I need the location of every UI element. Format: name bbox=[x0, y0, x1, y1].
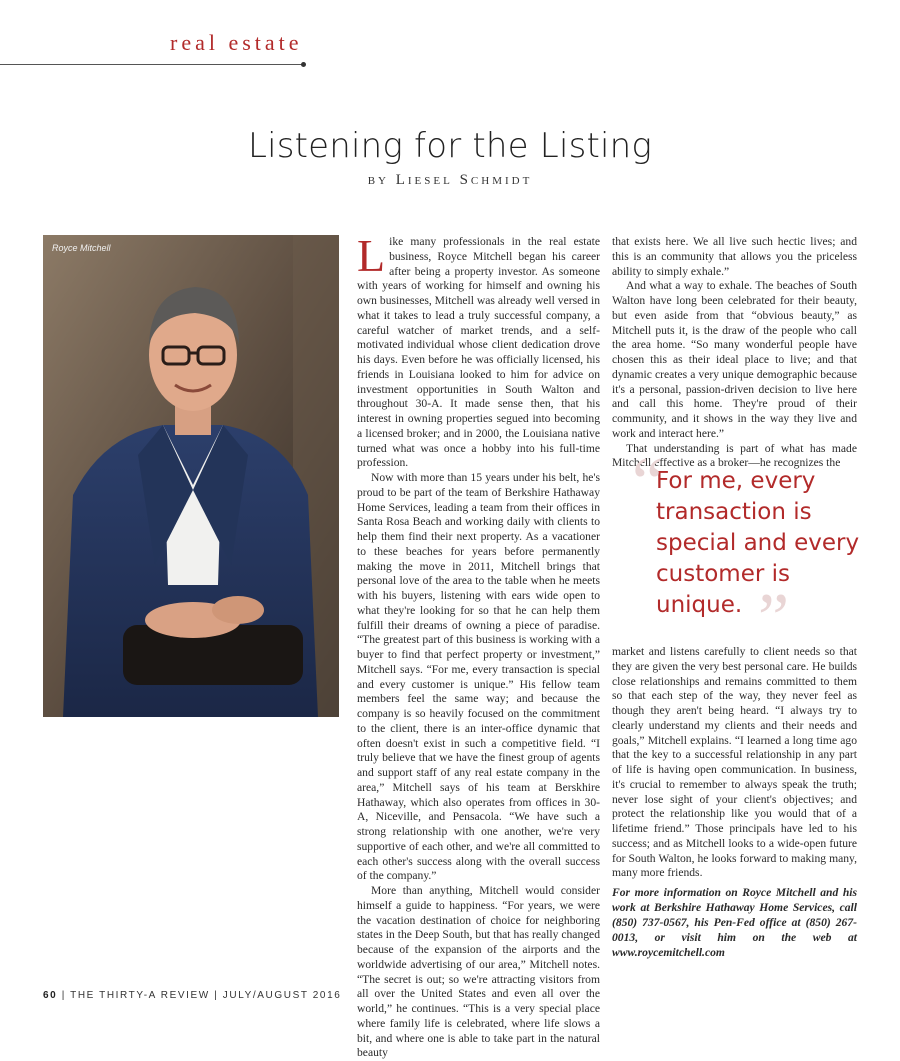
article-paragraph: And what a way to exhale. The beaches of South Walton have long been celebrated for their beauty, but even aside from that “obvious beauty,” as Mitchell puts it, is the draw of the people who call the area home. “So many wonderful people have chosen this as their ideal place to live; and that dynamic creates a very unique demographic because it's a personal, passion-driven decision to live here and call this home. They're proud of their community, and it shows in the way they live and work and interact here.” bbox=[612, 279, 857, 440]
article-paragraph: market and listens carefully to client needs so that they are given the very best personal care. He builds close relationships and remains committed to them so that each step of the way, they never feel as though they aren't being heard. “I always try to clearly understand my clients and their needs and goals,” Mitchell explains. “I learned a long time ago that the key to a successful relationship in any part of life is having open communication. In business, it's crucial to remember to always speak the truth; never lose sight of your client's objectives; and protect the relationship like you would that of a lifetime friend.” Those principals have led to his success; and as Mitchell looks to a wide-open future for South Walton, he looks forward to making many, many more friends. bbox=[612, 645, 857, 880]
header-rule bbox=[0, 64, 303, 65]
article-paragraph: That understanding is part of what has made Mitchell effective as a broker—he recognizes the bbox=[612, 441, 857, 470]
close-quote-mark: ” bbox=[758, 580, 790, 657]
photo-caption: Royce Mitchell bbox=[52, 243, 111, 253]
header-rule-dot bbox=[301, 62, 306, 67]
issue-date: JULY/AUGUST 2016 bbox=[222, 990, 342, 1001]
article-column-2-bottom bbox=[612, 645, 857, 881]
paragraph-text: ike many professionals in the real estate business, Royce Mitchell began his career after being a property investor. As someone with years of working for himself and owning his own businesses, Mitchell was already well versed in what it takes to lead a truly successful company, a careful watcher of market trends, and a self-motivated individual whose client dedication drove his days. Even before he was officially licensed, his friends in Louisiana looked to him for advice on investment opportunities in South Walton and throughout 30-A. It made sense then, that his interest in owning properties segued into becoming a licensed broker; and in 2000, the Louisiana native turned what was once a hobby into his full-time profession. bbox=[357, 235, 600, 470]
article-column-1 bbox=[357, 230, 600, 1061]
article-column-2-top bbox=[612, 235, 857, 471]
portrait-illustration bbox=[43, 235, 339, 717]
footer-separator: | bbox=[214, 990, 219, 1001]
open-quote-mark: “ bbox=[632, 444, 664, 521]
drop-cap: L bbox=[357, 230, 386, 281]
pull-quote-text: For me, every transaction is special and every customer is unique. bbox=[656, 468, 860, 618]
page-number: 60 bbox=[43, 990, 58, 1001]
footer-separator: | bbox=[61, 990, 66, 1001]
page-footer bbox=[43, 990, 341, 1001]
article-byline: by Liesel Schmidt bbox=[367, 172, 533, 188]
portrait-photo bbox=[43, 235, 339, 717]
article-paragraph: that exists here. We all live such hectic lives; and this is an community that allows you the priceless ability to simply exhale.” bbox=[612, 235, 857, 278]
article-paragraph bbox=[357, 230, 600, 471]
article-paragraph: Now with more than 15 years under his belt, he's proud to be part of the team of Berkshire Hathaway Home Services, leading a team from their offices in Santa Rosa Beach and working daily with clients to help them find their next property. As a vacationer to these beaches for years before permanently making the move in 2011, Mitchell brings that personal love of the area to the table when he meets with his buyers, listening with ears wide open to what they're looking for so that he can help them fulfill their dreams of owning a piece of paradise. “The greatest part of this business is working with a buyer to find that perfect property or investment,” Mitchell says. “For me, every transaction is special and every customer is unique.” His fellow team members feel the same way; and because the company is so heavily focused on the commitment to the client, there is an inter-office dynamic that often doesn't exist in such a competitive field. “I truly believe that we have the finest group of agents and support staff of any real estate company in the area,” Mitchell says of his team at Berskhire Hathaway, which also operates from offices in 30-A, Niceville, and Pensacola. “We have such a strong relationship with one another, we're very supportive of each other, and we're all committed to each other's success along with the overall success of the company.” bbox=[357, 471, 600, 883]
article-paragraph: More than anything, Mitchell would consider himself a guide to happiness. “For years, we were the vacation destination of choice for neighboring states in the Deep South, but that has really changed because of the expansion of the airports and the worldwide advertising of our area,” Mitchell notes. “The secret is out; so we're attracting visitors from all over the United States and even all over the world,” he continues. “This is a very special place where family life is celebrated, where life slows a bit, and where one is able to take part in the natural beauty bbox=[357, 884, 600, 1060]
contact-info: For more information on Royce Mitchell and his work at Berkshire Hathaway Home Services, call (850) 737-0567, his Pen-Fed office at (850) 267-0013, or visit him on the web at www.roycemitchell.com bbox=[612, 886, 857, 959]
section-label: real estate bbox=[170, 30, 303, 55]
article-headline: Listening for the Listing bbox=[247, 126, 653, 166]
magazine-name: THE THIRTY-A REVIEW bbox=[70, 990, 210, 1001]
